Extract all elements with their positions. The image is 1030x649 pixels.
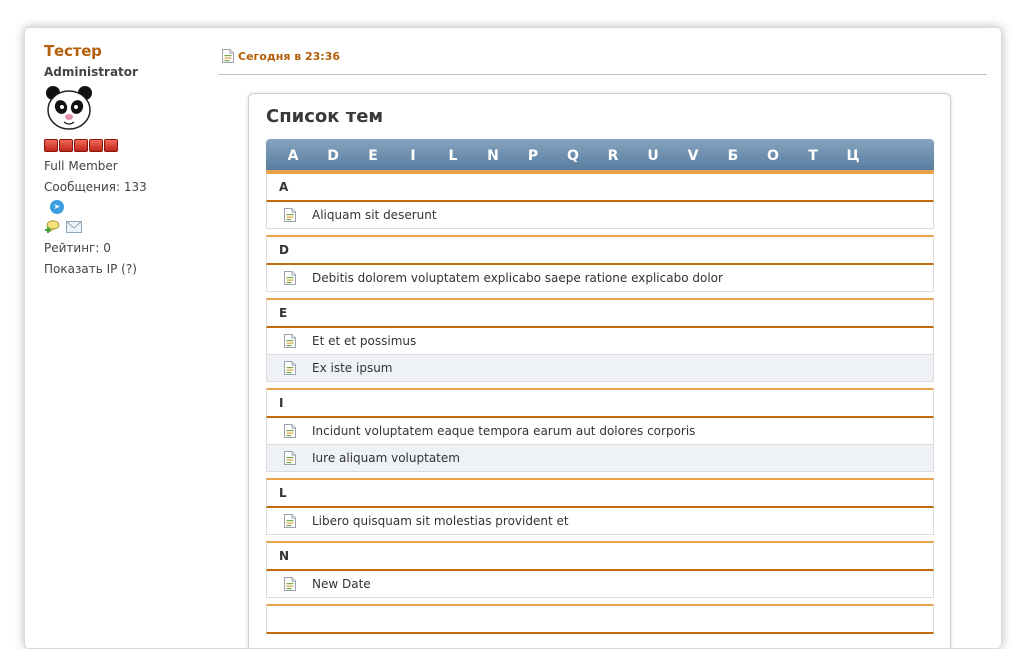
section-header [266,604,934,634]
post-icon [222,49,234,63]
topic-row[interactable] [266,418,934,445]
alpha-link[interactable]: О [767,148,779,164]
post-header [222,49,340,63]
user-rank: Full Member [44,159,118,173]
alpha-link[interactable]: Ц [846,148,860,164]
topic-row[interactable] [266,355,934,382]
topic-title[interactable]: Libero quisquam sit molestias provident et [312,514,569,528]
topic-icon [284,208,296,222]
section-header: I [266,388,934,418]
topic-row[interactable] [266,445,934,472]
rank-stars [44,139,214,152]
topic-row[interactable] [266,202,934,229]
personal-message-icon[interactable] [44,220,60,234]
topic-title[interactable]: Incidunt voluptatem eaque tempora earum aut dolores corporis [312,424,696,438]
alpha-link[interactable]: L [448,148,458,164]
topic-icon [284,334,296,348]
user-posts: Сообщения: 133 [44,180,147,194]
rank-star [44,139,58,152]
alpha-link[interactable]: R [607,148,619,164]
telegram-icon[interactable]: ➤ [50,200,64,214]
alpha-link[interactable]: A [287,148,299,164]
rank-star [74,139,88,152]
topic-row[interactable] [266,328,934,355]
alpha-link[interactable]: N [487,148,499,164]
topic-icon [284,514,296,528]
section-header: N [266,541,934,571]
topic-icon [284,577,296,591]
alpha-link[interactable]: E [368,148,378,164]
alpha-link[interactable]: Т [808,148,818,164]
topic-icon [284,451,296,465]
topic-title[interactable]: Debitis dolorem voluptatem explicabo saepe ratione explicabo dolor [312,271,723,285]
section-header: L [266,478,934,508]
alpha-link[interactable]: Б [727,148,739,164]
rank-star [104,139,118,152]
avatar[interactable] [44,84,94,132]
topic-title[interactable]: Ex iste ipsum [312,361,393,375]
alpha-link[interactable]: I [410,148,416,164]
topic-title[interactable]: Aliquam sit deserunt [312,208,437,222]
post-frame [24,27,1002,649]
show-ip-link[interactable]: Показать IP (?) [44,262,137,276]
section-header: A [266,172,934,202]
topic-row[interactable] [266,571,934,598]
panel-title: Список тем [266,106,384,127]
topic-icon [284,424,296,438]
topic-icon [284,271,296,285]
topic-title[interactable]: Et et et possimus [312,334,417,348]
alpha-link[interactable]: P [527,148,539,164]
alpha-link[interactable]: V [687,148,699,164]
user-group: Administrator [44,65,138,79]
topic-row[interactable] [266,265,934,292]
alphabet-bar [266,139,934,172]
alpha-link[interactable]: U [647,148,659,164]
rank-star [59,139,73,152]
topic-title[interactable]: Iure aliquam voluptatem [312,451,460,465]
email-icon[interactable] [66,221,82,233]
section-header: E [266,298,934,328]
header-divider [219,74,987,75]
topics-panel [248,93,951,649]
post-date[interactable]: Сегодня в 23:36 [238,49,341,63]
username[interactable]: Тестер [44,42,102,60]
alpha-link[interactable]: D [327,148,339,164]
user-rating: Рейтинг: 0 [44,241,111,255]
topic-title[interactable]: New Date [312,577,371,591]
user-profile [44,42,214,276]
topic-row[interactable] [266,508,934,535]
rank-star [89,139,103,152]
topic-icon [284,361,296,375]
topic-list [266,172,934,634]
section-header: D [266,235,934,265]
alpha-link[interactable]: Q [567,148,579,164]
